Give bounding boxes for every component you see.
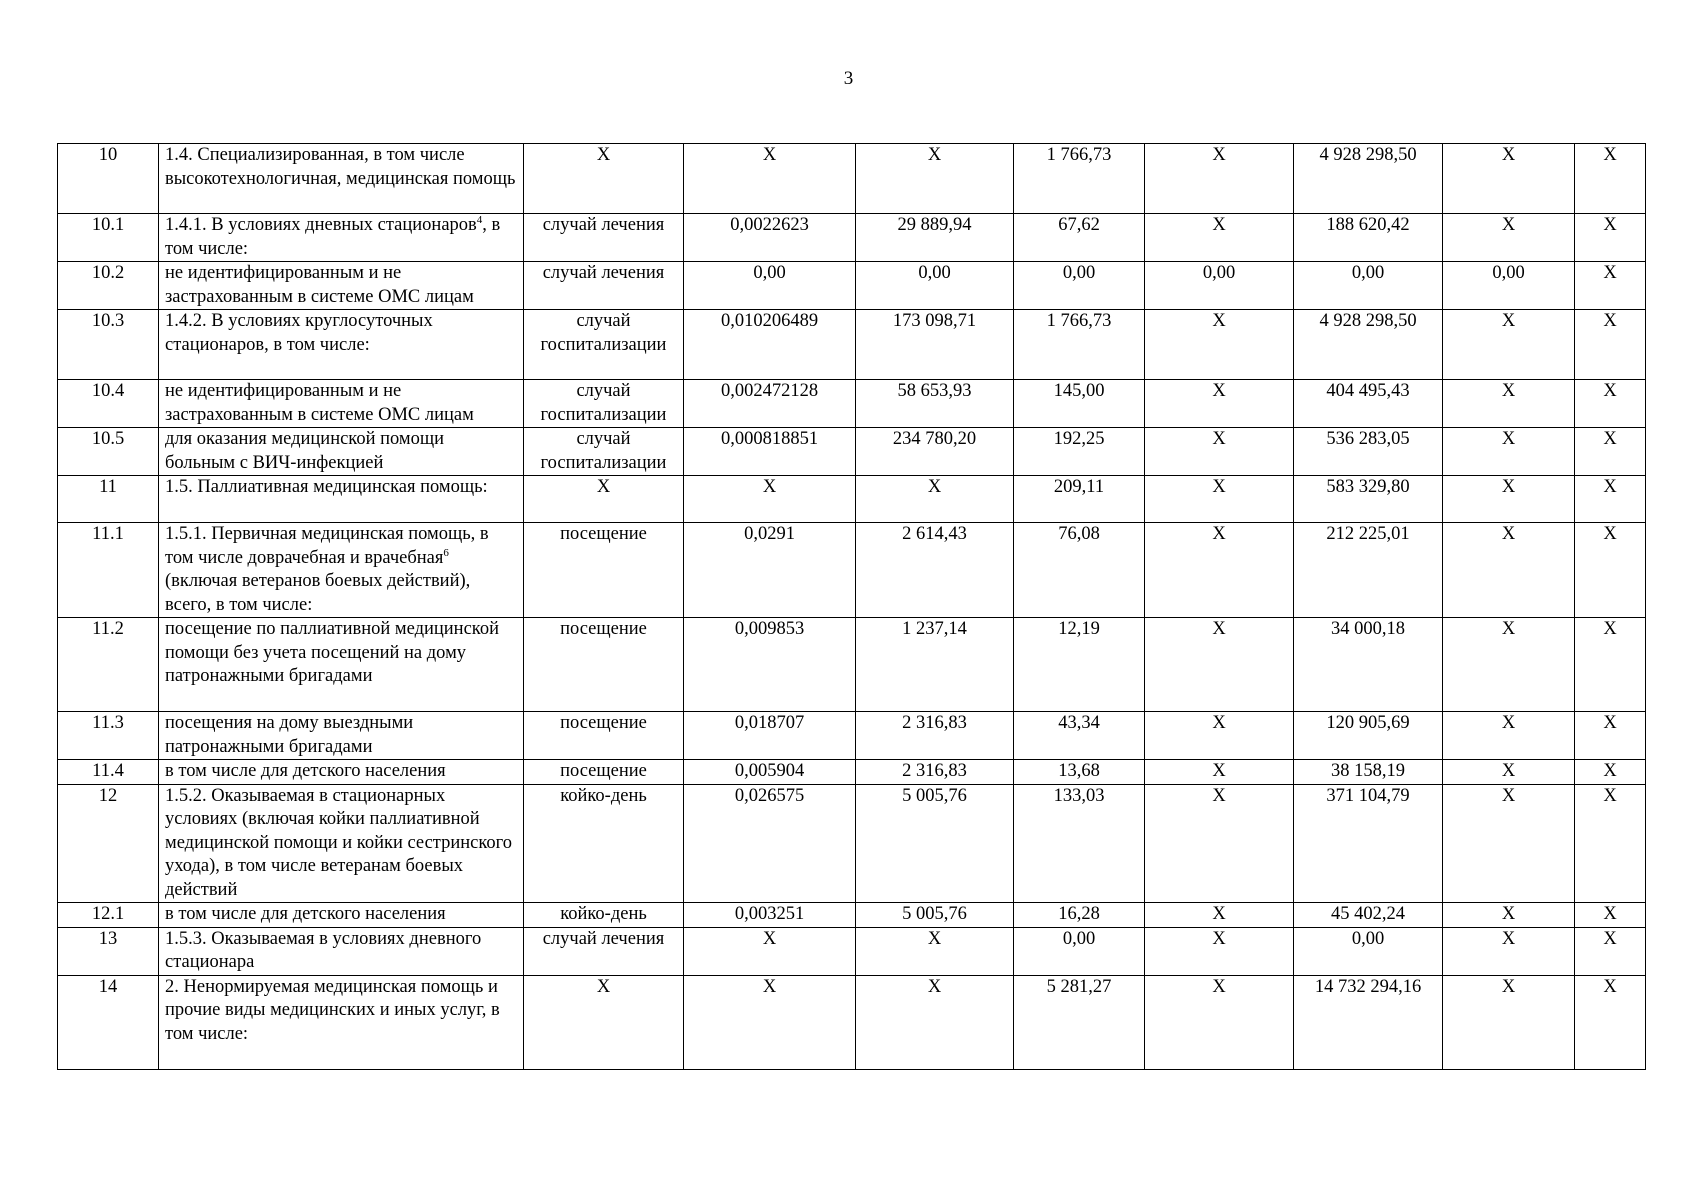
- row-norm: 0,026575: [684, 784, 856, 903]
- row-number: 12.1: [58, 903, 159, 928]
- row-norm: 0,018707: [684, 712, 856, 760]
- row-name: [159, 523, 524, 618]
- table-row: [58, 784, 1646, 903]
- row-number: 10.2: [58, 262, 159, 310]
- row-col7: X: [1145, 523, 1294, 618]
- row-col10: X: [1575, 712, 1646, 760]
- table-row: [58, 712, 1646, 760]
- row-norm: 0,005904: [684, 760, 856, 785]
- row-col9: X: [1443, 712, 1575, 760]
- row-number: 12: [58, 784, 159, 903]
- row-col9: X: [1443, 428, 1575, 476]
- row-total: 4 928 298,50: [1294, 310, 1443, 380]
- row-number: 11.2: [58, 618, 159, 712]
- row-unit: посещение: [524, 618, 684, 712]
- row-total: 404 495,43: [1294, 380, 1443, 428]
- table-row: [58, 975, 1646, 1069]
- row-cost: 2 316,83: [856, 712, 1014, 760]
- row-cost: 5 005,76: [856, 903, 1014, 928]
- row-cost: 29 889,94: [856, 214, 1014, 262]
- row-unit: случай лечения: [524, 214, 684, 262]
- table-row: [58, 262, 1646, 310]
- row-cost: 0,00: [856, 262, 1014, 310]
- row-unit: посещение: [524, 523, 684, 618]
- row-name: [159, 214, 524, 262]
- table-row: [58, 476, 1646, 523]
- row-col10: X: [1575, 523, 1646, 618]
- row-cost: 2 316,83: [856, 760, 1014, 785]
- row-name: в том числе для детского населения: [159, 760, 524, 785]
- row-unit: посещение: [524, 760, 684, 785]
- row-unit: койко-день: [524, 903, 684, 928]
- row-name-text: 1.5.1. Первичная медицинская помощь, в том числе доврачебная и врачебная: [165, 524, 489, 568]
- row-norm: 0,003251: [684, 903, 856, 928]
- row-norm: X: [684, 927, 856, 975]
- row-col10: X: [1575, 310, 1646, 380]
- table-row: [58, 144, 1646, 214]
- table-row: [58, 760, 1646, 785]
- row-number: 10.3: [58, 310, 159, 380]
- row-number: 10: [58, 144, 159, 214]
- row-unit: X: [524, 144, 684, 214]
- row-number: 10.5: [58, 428, 159, 476]
- row-tariff: 133,03: [1014, 784, 1145, 903]
- row-col7: X: [1145, 618, 1294, 712]
- row-col10: X: [1575, 262, 1646, 310]
- row-norm: X: [684, 975, 856, 1069]
- row-name: в том числе для детского населения: [159, 903, 524, 928]
- table-row: [58, 380, 1646, 428]
- row-tariff: 16,28: [1014, 903, 1145, 928]
- row-norm: 0,00: [684, 262, 856, 310]
- row-name-tail: , в том числе:: [165, 215, 501, 259]
- row-cost: X: [856, 144, 1014, 214]
- row-cost: 2 614,43: [856, 523, 1014, 618]
- row-col10: X: [1575, 618, 1646, 712]
- row-cost: 5 005,76: [856, 784, 1014, 903]
- row-norm: X: [684, 144, 856, 214]
- row-col7: X: [1145, 712, 1294, 760]
- row-number: 11: [58, 476, 159, 523]
- row-name: 1.5.2. Оказываемая в стационарных условиях (включая койки паллиативной медицинской помощи и койки сестринского ухода), в том числе ветеранам боевых действий: [159, 784, 524, 903]
- row-col9: X: [1443, 214, 1575, 262]
- row-tariff: 13,68: [1014, 760, 1145, 785]
- row-col7: X: [1145, 310, 1294, 380]
- row-col9: X: [1443, 927, 1575, 975]
- row-total: 371 104,79: [1294, 784, 1443, 903]
- row-total: 34 000,18: [1294, 618, 1443, 712]
- row-name: посещение по паллиативной медицинской помощи без учета посещений на дому патронажными бригадами: [159, 618, 524, 712]
- row-number: 10.1: [58, 214, 159, 262]
- row-total: 45 402,24: [1294, 903, 1443, 928]
- row-name-tail: (включая ветеранов боевых действий), всего, в том числе:: [165, 571, 471, 615]
- row-name: 1.5. Паллиативная медицинская помощь:: [159, 476, 524, 523]
- row-col7: X: [1145, 214, 1294, 262]
- row-col10: X: [1575, 760, 1646, 785]
- row-col9: X: [1443, 618, 1575, 712]
- row-tariff: 67,62: [1014, 214, 1145, 262]
- row-col7: X: [1145, 927, 1294, 975]
- row-norm: 0,0022623: [684, 214, 856, 262]
- row-cost: X: [856, 476, 1014, 523]
- row-norm: 0,002472128: [684, 380, 856, 428]
- row-tariff: 0,00: [1014, 262, 1145, 310]
- row-total: 0,00: [1294, 262, 1443, 310]
- row-col10: X: [1575, 428, 1646, 476]
- row-total: 536 283,05: [1294, 428, 1443, 476]
- row-tariff: 43,34: [1014, 712, 1145, 760]
- row-col10: X: [1575, 380, 1646, 428]
- row-name: 2. Ненормируемая медицинская помощь и прочие виды медицинских и иных услуг, в том числе:: [159, 975, 524, 1069]
- row-total: 4 928 298,50: [1294, 144, 1443, 214]
- row-col7: X: [1145, 144, 1294, 214]
- row-col10: X: [1575, 784, 1646, 903]
- row-cost: 58 653,93: [856, 380, 1014, 428]
- row-name: не идентифицированным и не застрахованным в системе ОМС лицам: [159, 380, 524, 428]
- row-unit: случай госпитализации: [524, 428, 684, 476]
- row-col9: X: [1443, 975, 1575, 1069]
- row-unit: случай госпитализации: [524, 310, 684, 380]
- row-norm: 0,009853: [684, 618, 856, 712]
- row-name: 1.5.3. Оказываемая в условиях дневного стационара: [159, 927, 524, 975]
- row-tariff: 1 766,73: [1014, 310, 1145, 380]
- row-col7: X: [1145, 903, 1294, 928]
- row-name: посещения на дому выездными патронажными бригадами: [159, 712, 524, 760]
- row-cost: 1 237,14: [856, 618, 1014, 712]
- row-cost: X: [856, 927, 1014, 975]
- row-name: для оказания медицинской помощи больным с ВИЧ-инфекцией: [159, 428, 524, 476]
- row-col9: X: [1443, 144, 1575, 214]
- row-number: 11.3: [58, 712, 159, 760]
- table-row: [58, 214, 1646, 262]
- row-unit: случай лечения: [524, 262, 684, 310]
- row-norm: X: [684, 476, 856, 523]
- table-row: [58, 927, 1646, 975]
- row-col9: X: [1443, 310, 1575, 380]
- row-col7: 0,00: [1145, 262, 1294, 310]
- row-number: 13: [58, 927, 159, 975]
- row-total: 14 732 294,16: [1294, 975, 1443, 1069]
- row-unit: X: [524, 476, 684, 523]
- row-unit: койко-день: [524, 784, 684, 903]
- row-total: 583 329,80: [1294, 476, 1443, 523]
- row-cost: X: [856, 975, 1014, 1069]
- row-name: не идентифицированным и не застрахованным в системе ОМС лицам: [159, 262, 524, 310]
- row-cost: 234 780,20: [856, 428, 1014, 476]
- row-col9: X: [1443, 903, 1575, 928]
- row-col9: X: [1443, 523, 1575, 618]
- row-tariff: 192,25: [1014, 428, 1145, 476]
- table-row: [58, 618, 1646, 712]
- row-total: 120 905,69: [1294, 712, 1443, 760]
- financing-table: [57, 143, 1646, 1070]
- row-col10: X: [1575, 214, 1646, 262]
- row-col9: X: [1443, 476, 1575, 523]
- row-tariff: 12,19: [1014, 618, 1145, 712]
- row-name-text: 1.4.1. В условиях дневных стационаров: [165, 215, 477, 235]
- row-tariff: 145,00: [1014, 380, 1145, 428]
- row-tariff: 76,08: [1014, 523, 1145, 618]
- row-col7: X: [1145, 760, 1294, 785]
- table-row: [58, 903, 1646, 928]
- row-norm: 0,000818851: [684, 428, 856, 476]
- row-tariff: 5 281,27: [1014, 975, 1145, 1069]
- row-number: 10.4: [58, 380, 159, 428]
- row-col10: X: [1575, 144, 1646, 214]
- row-col7: X: [1145, 428, 1294, 476]
- row-unit: X: [524, 975, 684, 1069]
- row-col9: X: [1443, 784, 1575, 903]
- row-col9: X: [1443, 760, 1575, 785]
- row-col7: X: [1145, 380, 1294, 428]
- row-col9: 0,00: [1443, 262, 1575, 310]
- row-col7: X: [1145, 784, 1294, 903]
- row-col10: X: [1575, 975, 1646, 1069]
- row-total: 188 620,42: [1294, 214, 1443, 262]
- footnote-mark: 4: [476, 213, 483, 226]
- row-col10: X: [1575, 927, 1646, 975]
- row-number: 11.1: [58, 523, 159, 618]
- page-number: 3: [843, 68, 854, 89]
- row-total: 0,00: [1294, 927, 1443, 975]
- row-total: 212 225,01: [1294, 523, 1443, 618]
- row-tariff: 209,11: [1014, 476, 1145, 523]
- table-row: [58, 428, 1646, 476]
- row-number: 11.4: [58, 760, 159, 785]
- row-col9: X: [1443, 380, 1575, 428]
- row-tariff: 1 766,73: [1014, 144, 1145, 214]
- row-name: 1.4. Специализированная, в том числе высокотехнологичная, медицинская помощь: [159, 144, 524, 214]
- row-name: 1.4.2. В условиях круглосуточных стационаров, в том числе:: [159, 310, 524, 380]
- footnote-mark: 6: [443, 546, 449, 559]
- row-unit: случай лечения: [524, 927, 684, 975]
- row-tariff: 0,00: [1014, 927, 1145, 975]
- row-unit: посещение: [524, 712, 684, 760]
- table-row: [58, 523, 1646, 618]
- table-row: [58, 310, 1646, 380]
- row-col7: X: [1145, 476, 1294, 523]
- row-col10: X: [1575, 903, 1646, 928]
- row-unit: случай госпитализации: [524, 380, 684, 428]
- row-cost: 173 098,71: [856, 310, 1014, 380]
- row-norm: 0,010206489: [684, 310, 856, 380]
- row-total: 38 158,19: [1294, 760, 1443, 785]
- row-col7: X: [1145, 975, 1294, 1069]
- row-number: 14: [58, 975, 159, 1069]
- row-norm: 0,0291: [684, 523, 856, 618]
- row-col10: X: [1575, 476, 1646, 523]
